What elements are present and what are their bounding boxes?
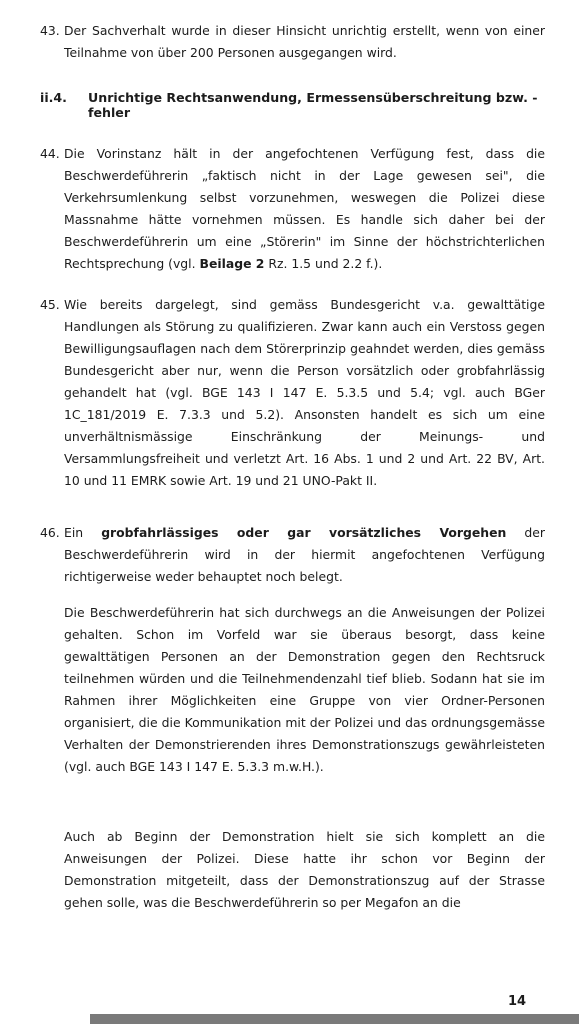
- paragraph-45: [40, 294, 545, 492]
- text-segment: Ein: [64, 525, 102, 540]
- section-title: Unrichtige Rechtsanwendung, Ermessensüberschreitung bzw. -fehler: [88, 90, 538, 120]
- paragraph-text: [64, 143, 545, 275]
- paragraph-number: 45.: [40, 297, 60, 312]
- paragraph-number: 46.: [40, 525, 60, 540]
- text-segment: Rz. 1.5 und 2.2 f.).: [264, 256, 383, 271]
- paragraph-46: [40, 522, 545, 588]
- bold-phrase: grobfahrlässiges oder gar vorsätzliches Vorgehen: [101, 525, 507, 540]
- page-number: 14: [508, 994, 527, 1009]
- text-segment: der Beschwerdeführerin wird in der hiermit angefochtenen Verfügung richtigerweise weder behauptet noch belegt.: [64, 525, 545, 584]
- paragraph-text: Wie bereits dargelegt, sind gemäss Bundesgericht v.a. gewalttätige Handlungen als Störung zu qualifizieren. Zwar kann auch ein Verstoss gegen Bewilligungsauflagen nach dem Störerprinzip geahndet werden, dies gemäss Bundesgericht aber nur, wenn die Person vorsätzlich oder grobfahrlässig gehandelt hat (vgl. BGE 143 I 147 E. 5.3.5 und 5.4; vgl. auch BGer 1C_181/2019 E. 7.3.3 und 5.2). Ansonsten handelt es sich um eine unverhältnismässige Einschränkung der Meinungs- und Versammlungsfreiheit und verletzt Art. 16 Abs. 1 und 2 und Art. 22 BV, Art. 10 und 11 EMRK sowie Art. 19 und 21 UNO-Pakt II.: [64, 297, 545, 488]
- section-heading: [40, 90, 540, 120]
- paragraph-number: 43.: [40, 23, 60, 38]
- paragraph-text: Der Sachverhalt wurde in dieser Hinsicht unrichtig erstellt, wenn von einer Teilnahme von über 200 Personen ausgegangen wird.: [64, 23, 545, 60]
- paragraph-43: [40, 20, 545, 64]
- paragraph-text: [64, 522, 545, 588]
- text-segment: Die Vorinstanz hält in der angefochtenen Verfügung fest, dass die Beschwerdeführerin „faktisch nicht in der Lage gewesen sei", die Verkehrsumlenkung selbst vorzunehmen, weswegen die Polizei diese Massnahme hätte vornehmen müssen. Es handle sich daher bei der Beschwerdeführerin um eine „Störerin" im Sinne der höchstrichterlichen Rechtsprechung (vgl.: [64, 146, 545, 271]
- section-number: ii.4.: [40, 90, 67, 105]
- footer-bar: [90, 1014, 579, 1024]
- paragraph-46-continued: Die Beschwerdeführerin hat sich durchwegs an die Anweisungen der Polizei gehalten. Schon im Vorfeld war sie überaus besorgt, dass keine gewalttätigen Personen an der Demonstration gegen den Rechtsruck teilnehmen würden und die Teilnehmendenzahl tief blieb. Sodann hat sie im Rahmen ihrer Möglichkeiten eine Gruppe von vier Ordner-Personen organisiert, die die Kommunikation mit der Polizei und das ordnungsgemässe Verhalten der Demonstrierenden ihres Demonstrationszugs gewährleisteten (vgl. auch BGE 143 I 147 E. 5.3.3 m.w.H.).: [64, 605, 545, 774]
- paragraph-44: [40, 143, 545, 275]
- bold-reference: Beilage 2: [199, 256, 265, 271]
- paragraph-46-continued-2: Auch ab Beginn der Demonstration hielt sie sich komplett an die Anweisungen der Polizei. Diese hatte ihr schon vor Beginn der Demonstration mitgeteilt, dass der Demonstrationszug auf der Strasse gehen solle, was die Beschwerdeführerin so per Megafon an die: [64, 829, 545, 910]
- paragraph-number: 44.: [40, 146, 60, 161]
